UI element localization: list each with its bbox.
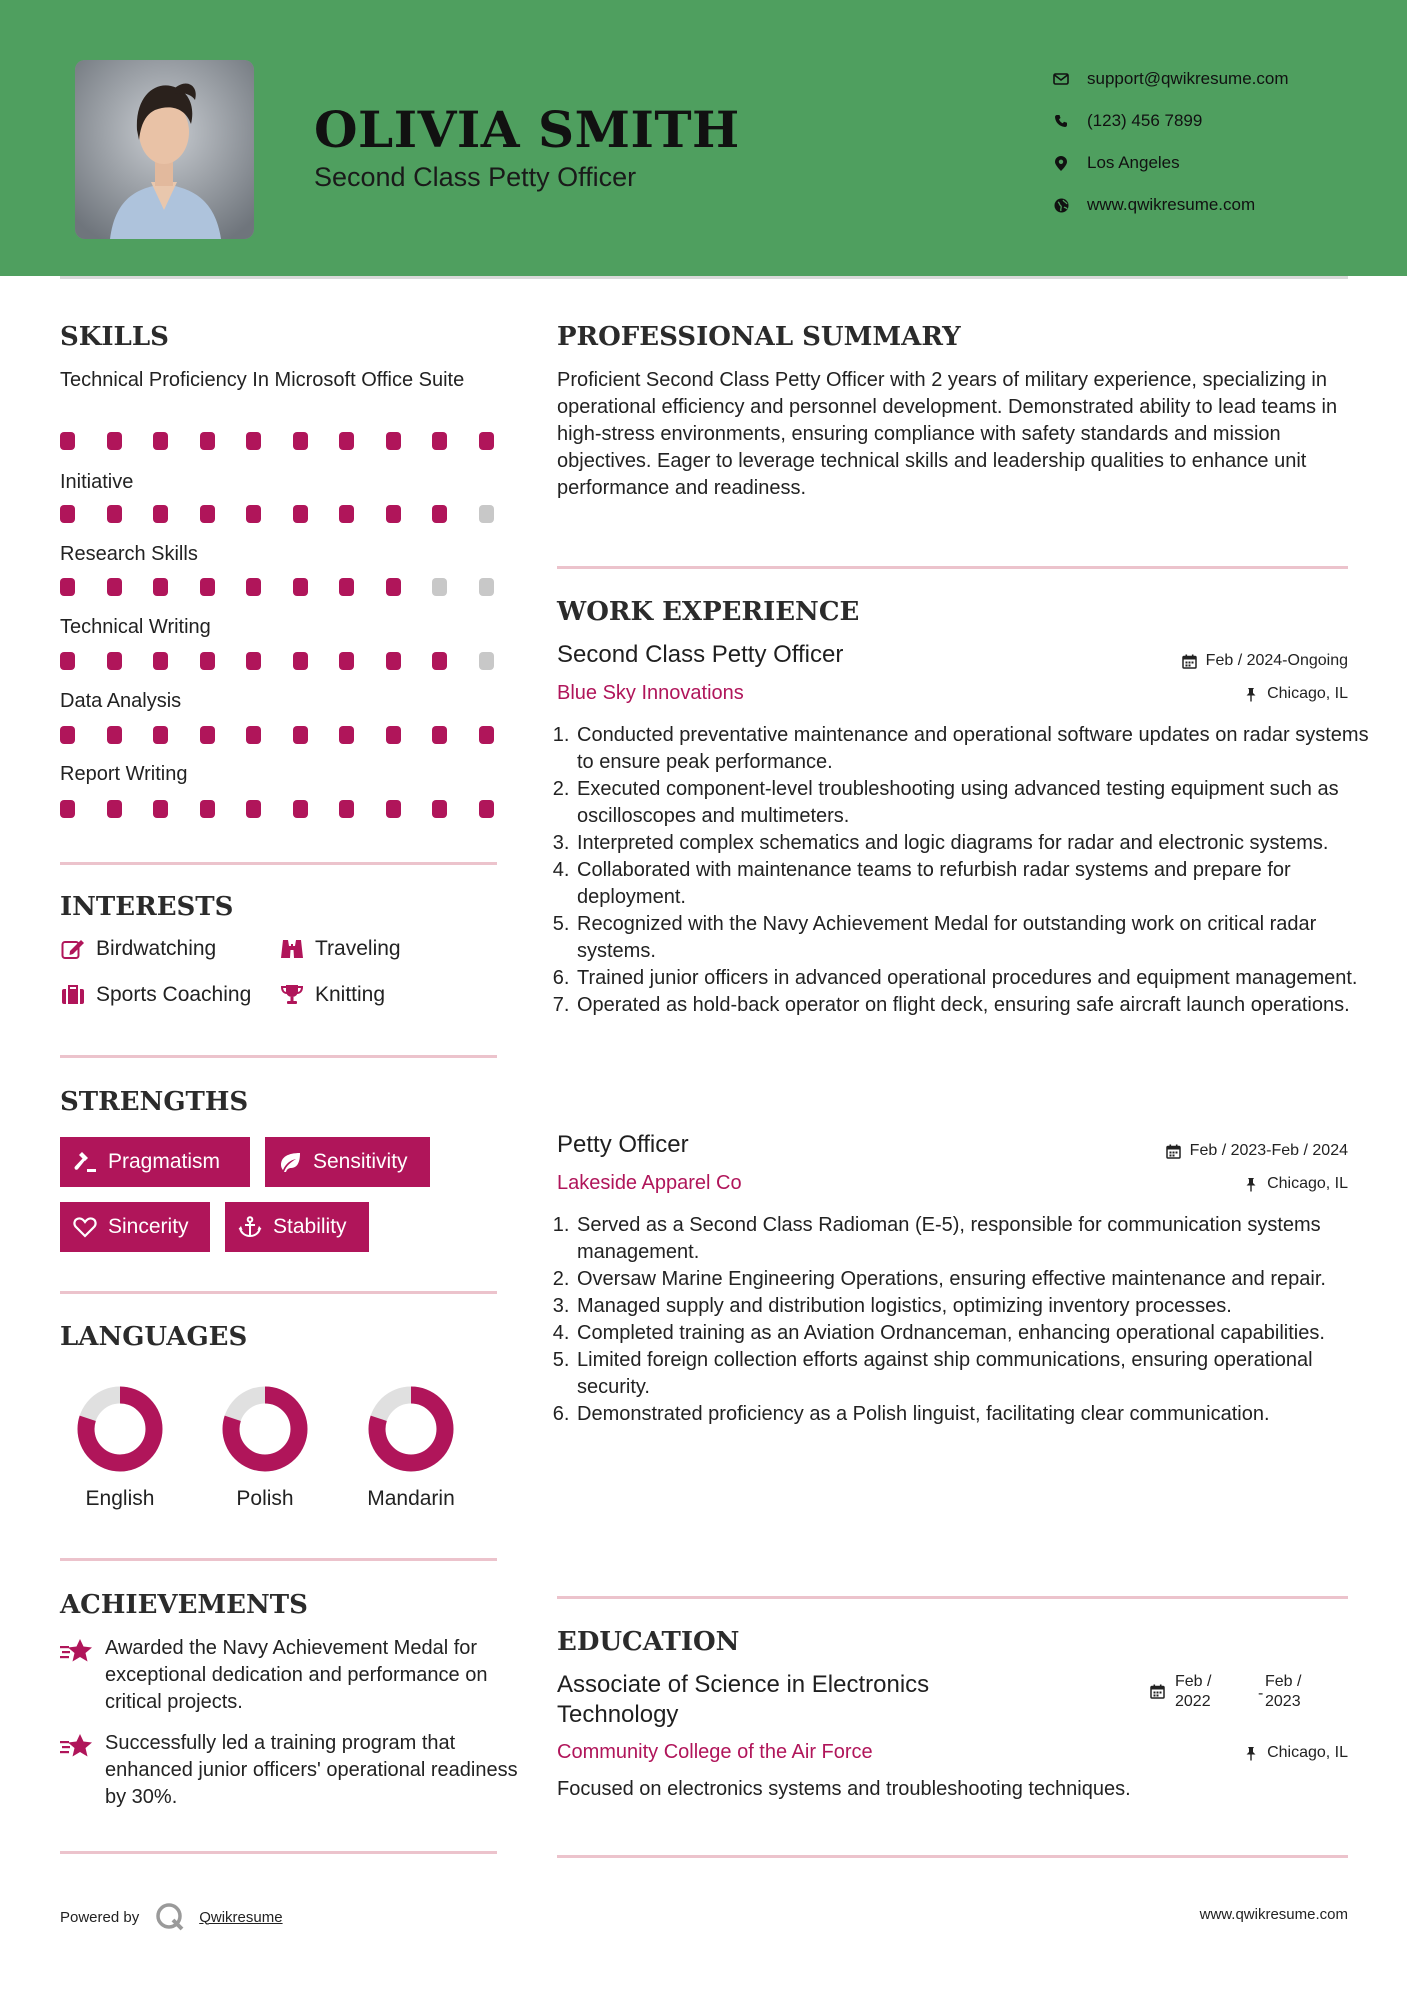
interest-item: Sports Coaching	[60, 983, 251, 1007]
skill-rating	[60, 432, 500, 450]
trophy-icon	[279, 983, 305, 1007]
rating-dot-empty	[479, 578, 494, 596]
briefcase-icon	[60, 983, 86, 1007]
section-divider	[60, 1558, 497, 1561]
list-item: 6. Demonstrated proficiency as a Polish linguist, facilitating clear communication.	[575, 1401, 1370, 1428]
rating-dot-filled	[60, 505, 75, 523]
rating-dot-filled	[293, 578, 308, 596]
rating-dot-filled	[246, 800, 261, 818]
list-item: 2. Executed component-level troubleshooting using advanced testing equipment such as oscilloscopes and multimeters.	[575, 776, 1370, 830]
rating-dot-filled	[200, 800, 215, 818]
rating-dot-empty	[479, 652, 494, 670]
rating-dot-filled	[479, 800, 494, 818]
anchor-icon	[237, 1215, 263, 1239]
section-divider	[60, 1851, 497, 1854]
header-divider	[60, 276, 1348, 279]
skill-name: Data Analysis	[60, 690, 182, 712]
rating-dot-filled	[153, 432, 168, 450]
section-divider	[60, 862, 497, 865]
interest-item: Birdwatching	[60, 937, 216, 961]
strength-badge: Pragmatism	[60, 1137, 250, 1187]
degree-title-line2: Technology	[557, 1701, 679, 1728]
star-icon	[60, 1732, 96, 1760]
summary-heading: PROFESSIONAL SUMMARY	[557, 322, 961, 352]
rating-dot-empty	[432, 578, 447, 596]
rating-dot-filled	[246, 652, 261, 670]
skill-name: Initiative	[60, 471, 134, 493]
skill-rating	[60, 800, 500, 818]
rating-dot-filled	[200, 578, 215, 596]
section-divider	[60, 1055, 497, 1058]
rating-dot-filled	[293, 432, 308, 450]
rating-dot-filled	[107, 578, 122, 596]
language-ring	[76, 1385, 164, 1473]
rating-dot-filled	[293, 726, 308, 744]
rating-dot-filled	[386, 505, 401, 523]
rating-dot-filled	[246, 726, 261, 744]
list-item: 7. Operated as hold-back operator on flight deck, ensuring safe aircraft launch operations.	[575, 992, 1370, 1019]
rating-dot-filled	[293, 800, 308, 818]
rating-dot-filled	[107, 800, 122, 818]
qwikresume-link[interactable]: Qwikresume	[199, 1908, 283, 1926]
skill-rating	[60, 578, 500, 596]
company-name: Lakeside Apparel Co	[557, 1172, 742, 1194]
rating-dot-filled	[432, 726, 447, 744]
pushpin-icon	[1243, 1176, 1259, 1192]
rating-dot-filled	[246, 432, 261, 450]
rating-dot-filled	[432, 432, 447, 450]
footer-url[interactable]: www.qwikresume.com	[1199, 1906, 1348, 1923]
education-heading: EDUCATION	[557, 1627, 740, 1657]
list-item: 5. Recognized with the Navy Achievement Medal for outstanding work on critical radar systems.	[575, 911, 1370, 965]
globe-icon	[1050, 195, 1072, 215]
job-bullets	[557, 1212, 1370, 1428]
job-location: Chicago, IL	[1243, 1175, 1348, 1193]
rating-dot-filled	[246, 578, 261, 596]
job-date: Feb / 2023-Feb / 2024	[1166, 1142, 1348, 1160]
interest-item: Knitting	[279, 983, 385, 1007]
rating-dot-filled	[479, 726, 494, 744]
education-description: Focused on electronics systems and troubleshooting techniques.	[557, 1778, 1131, 1800]
rating-dot-filled	[386, 652, 401, 670]
header-banner	[0, 0, 1407, 276]
contact-list	[1050, 58, 1289, 226]
job-date: Feb / 2024-Ongoing	[1182, 652, 1348, 670]
list-item: 4. Collaborated with maintenance teams to refurbish radar systems and prepare for deployment.	[575, 857, 1370, 911]
rating-dot-filled	[153, 505, 168, 523]
rating-dot-filled	[339, 652, 354, 670]
language-label: Mandarin	[367, 1487, 455, 1510]
job-bullets	[557, 722, 1370, 1019]
calendar-icon	[1150, 1684, 1165, 1705]
leaf-icon	[277, 1150, 303, 1174]
rating-dot-filled	[153, 578, 168, 596]
heart-icon	[72, 1215, 98, 1239]
education-location: Chicago, IL	[1243, 1744, 1348, 1762]
qwikresume-logo-icon	[155, 1902, 185, 1932]
summary-text: Proficient Second Class Petty Officer with 2 years of military experience, specializing in operational efficiency and personnel development. Demonstrated ability to lead teams in high-stress environments, ensuring compliance with safety standards and mission objectives. Eager to leverage technical skills and leadership qualities to enhance unit performance and readiness.	[557, 369, 1338, 499]
rating-dot-filled	[339, 726, 354, 744]
school-name: Community College of the Air Force	[557, 1741, 873, 1763]
list-item: 1. Conducted preventative maintenance and operational software updates on radar systems to ensure peak performance.	[575, 722, 1370, 776]
pushpin-icon	[1243, 1745, 1259, 1761]
rating-dot-filled	[107, 505, 122, 523]
job-title: Petty Officer	[557, 1131, 689, 1158]
language-label: Polish	[236, 1487, 294, 1510]
company-name: Blue Sky Innovations	[557, 682, 744, 704]
rating-dot-filled	[339, 578, 354, 596]
contact-phone[interactable]: (123) 456 7899	[1050, 100, 1289, 142]
achievement-item: Awarded the Navy Achievement Medal for exceptional dedication and performance on critical projects.	[60, 1635, 500, 1719]
rating-dot-filled	[479, 432, 494, 450]
rating-dot-filled	[246, 505, 261, 523]
rating-dot-filled	[60, 578, 75, 596]
rating-dot-filled	[153, 800, 168, 818]
achievement-item: Successfully led a training program that enhanced junior officers' operational readiness by 30%.	[60, 1730, 500, 1814]
rating-dot-filled	[60, 726, 75, 744]
phone-icon	[1050, 111, 1072, 131]
footer-powered-by: Powered by Qwikresume	[60, 1902, 283, 1932]
rating-dot-filled	[200, 505, 215, 523]
achievements-heading: ACHIEVEMENTS	[60, 1590, 308, 1620]
list-item: 3. Managed supply and distribution logistics, optimizing inventory processes.	[575, 1293, 1370, 1320]
calendar-icon	[1182, 653, 1198, 669]
language-ring	[221, 1385, 309, 1473]
interests-heading: INTERESTS	[60, 892, 234, 922]
list-item: 3. Interpreted complex schematics and logic diagrams for radar and electronic systems.	[575, 830, 1370, 857]
rating-dot-filled	[339, 505, 354, 523]
list-item: 1. Served as a Second Class Radioman (E-5), responsible for communication systems management.	[575, 1212, 1370, 1266]
job-title: Second Class Petty Officer	[557, 641, 844, 668]
rating-dot-filled	[432, 505, 447, 523]
skills-heading: SKILLS	[60, 322, 169, 352]
rating-dot-filled	[200, 432, 215, 450]
experience-heading: WORK EXPERIENCE	[557, 597, 860, 627]
candidate-name: OLIVIA SMITH	[314, 100, 740, 159]
profile-photo	[75, 60, 254, 239]
skill-name: Research Skills	[60, 543, 198, 565]
list-item: 4. Completed training as an Aviation Ordnanceman, enhancing operational capabilities.	[575, 1320, 1370, 1347]
rating-dot-filled	[386, 432, 401, 450]
candidate-title: Second Class Petty Officer	[314, 162, 637, 192]
section-divider	[557, 1855, 1348, 1858]
language-label: English	[85, 1487, 155, 1510]
rating-dot-filled	[386, 578, 401, 596]
contact-website[interactable]: www.qwikresume.com	[1050, 184, 1289, 226]
map-pin-icon	[1050, 153, 1072, 173]
rating-dot-filled	[107, 726, 122, 744]
rating-dot-filled	[339, 432, 354, 450]
strength-badge: Sensitivity	[265, 1137, 430, 1187]
list-item: 2. Oversaw Marine Engineering Operations, ensuring effective maintenance and repair.	[575, 1266, 1370, 1293]
pushpin-icon	[1243, 686, 1259, 702]
language-ring	[367, 1385, 455, 1473]
strengths-heading: STRENGTHS	[60, 1087, 249, 1117]
rating-dot-filled	[432, 800, 447, 818]
rating-dot-filled	[386, 800, 401, 818]
skill-name: Report Writing	[60, 763, 188, 785]
edit-icon	[60, 937, 86, 961]
rating-dot-filled	[432, 652, 447, 670]
rating-dot-filled	[200, 652, 215, 670]
rating-dot-filled	[293, 505, 308, 523]
skill-rating	[60, 726, 500, 744]
rating-dot-filled	[339, 800, 354, 818]
binoculars-icon	[279, 937, 305, 961]
section-divider	[60, 1291, 497, 1294]
rating-dot-filled	[386, 726, 401, 744]
rating-dot-filled	[293, 652, 308, 670]
contact-email[interactable]: support@qwikresume.com	[1050, 58, 1289, 100]
calendar-icon	[1166, 1143, 1182, 1159]
skill-name: Technical Proficiency In Microsoft Office Suite	[60, 369, 465, 391]
skill-rating	[60, 652, 500, 670]
skill-name: Technical Writing	[60, 616, 211, 638]
star-icon	[60, 1637, 96, 1665]
section-divider	[557, 1596, 1348, 1599]
rating-dot-filled	[60, 432, 75, 450]
rating-dot-filled	[153, 726, 168, 744]
rating-dot-filled	[60, 800, 75, 818]
rating-dot-filled	[200, 726, 215, 744]
envelope-icon	[1050, 69, 1072, 89]
job-location: Chicago, IL	[1243, 685, 1348, 703]
list-item: 5. Limited foreign collection efforts against ship communications, ensuring operational security.	[575, 1347, 1370, 1401]
section-divider	[557, 566, 1348, 569]
rating-dot-filled	[107, 432, 122, 450]
gavel-icon	[72, 1150, 98, 1174]
rating-dot-filled	[60, 652, 75, 670]
strength-badge: Stability	[225, 1202, 369, 1252]
skill-rating	[60, 505, 500, 523]
languages-heading: LANGUAGES	[60, 1322, 248, 1352]
rating-dot-empty	[479, 505, 494, 523]
degree-title: Associate of Science in Electronics	[557, 1671, 930, 1698]
list-item: 6. Trained junior officers in advanced operational procedures and equipment management.	[575, 965, 1370, 992]
interest-item: Traveling	[279, 937, 401, 961]
rating-dot-filled	[107, 652, 122, 670]
strength-badge: Sincerity	[60, 1202, 210, 1252]
rating-dot-filled	[153, 652, 168, 670]
contact-location: Los Angeles	[1050, 142, 1289, 184]
